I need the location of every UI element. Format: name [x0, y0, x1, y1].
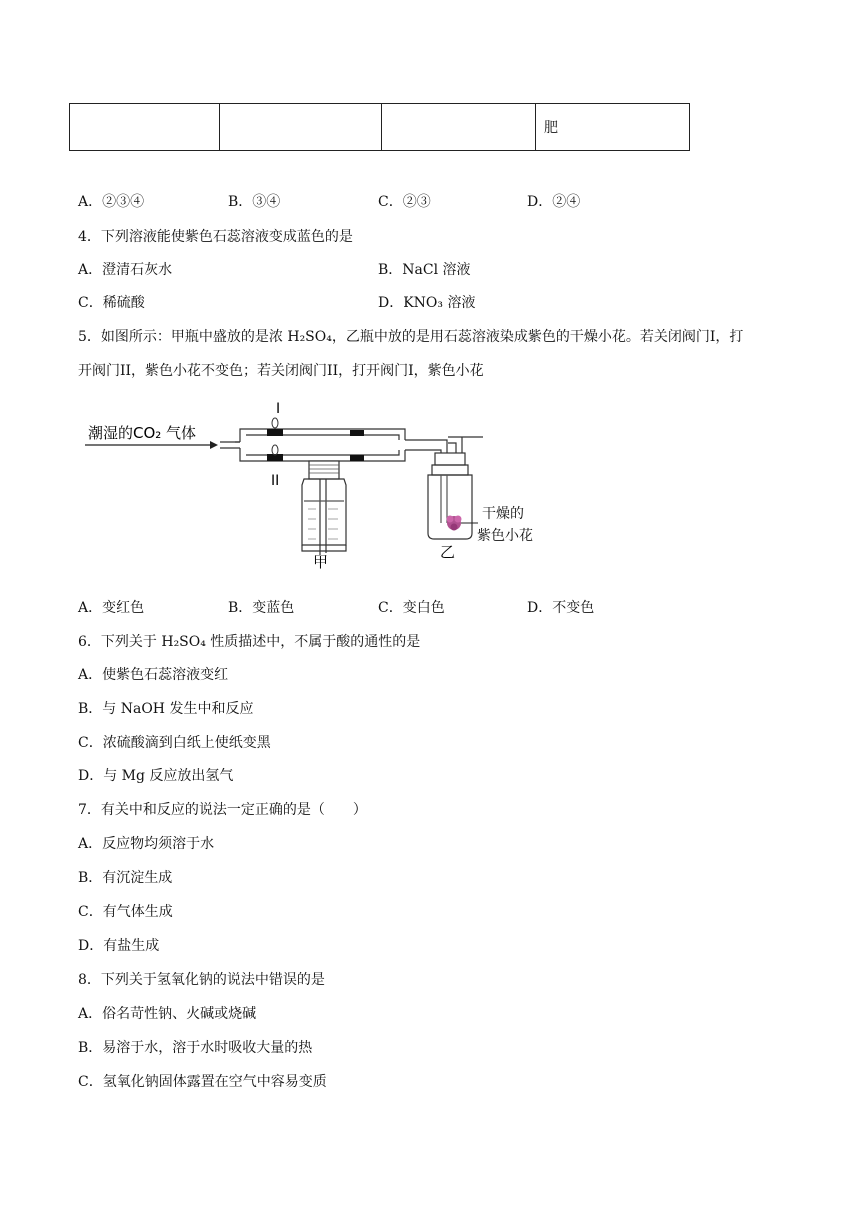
q6-option-b[interactable]: B．与 NaOH 发生中和反应: [78, 701, 254, 717]
q7-option-c[interactable]: C．有气体生成: [78, 904, 173, 920]
q4-option-a[interactable]: A．澄清石灰水: [78, 262, 173, 278]
q4-stem: 4．下列溶液能使紫色石蕊溶液变成蓝色的是: [78, 229, 353, 245]
flower-label-line2: 紫色小花: [477, 528, 533, 544]
purple-flower-icon: [447, 516, 462, 531]
bottle-jia: [302, 461, 346, 551]
table-cell: 肥: [536, 104, 690, 151]
q8-stem: 8．下列关于氢氧化钠的说法中错误的是: [78, 972, 325, 988]
tube-joint: [350, 455, 364, 461]
valve-1-label: I: [276, 401, 281, 417]
glass-tubing: [220, 429, 483, 555]
bottle-jia-label: 甲: [313, 553, 329, 571]
q6-option-c[interactable]: C．浓硫酸滴到白纸上使纸变黑: [78, 735, 271, 751]
q4-option-b[interactable]: B．NaCl 溶液: [378, 262, 471, 278]
q8-option-c[interactable]: C．氢氧化钠固体露置在空气中容易变质: [78, 1074, 327, 1090]
valve-2-icon: [267, 445, 283, 461]
q4-option-d[interactable]: D．KNO₃ 溶液: [378, 295, 476, 311]
table-cell: [382, 104, 536, 151]
q6-stem: 6．下列关于 H₂SO₄ 性质描述中，不属于酸的通性的是: [78, 634, 421, 650]
q6-option-a[interactable]: A．使紫色石蕊溶液变红: [78, 667, 229, 683]
q8-option-a[interactable]: A．俗名苛性钠、火碱或烧碱: [78, 1006, 257, 1022]
table-cell: [70, 104, 220, 151]
q7-option-a[interactable]: A．反应物均须溶于水: [78, 836, 215, 852]
gas-label: 潮湿的CO₂ 气体: [88, 424, 197, 442]
apparatus-figure: [80, 395, 490, 575]
valve-1-icon: [267, 418, 283, 436]
q5-option-d[interactable]: D．不变色: [527, 600, 595, 616]
valve-2-label: II: [271, 473, 280, 489]
q5-option-c[interactable]: C．变白色: [378, 600, 445, 616]
tube-joint: [350, 430, 364, 436]
flower-label-line1: 干燥的: [482, 506, 524, 522]
q5-option-b[interactable]: B．变蓝色: [228, 600, 295, 616]
answer-table: [69, 103, 690, 151]
q7-option-b[interactable]: B．有沉淀生成: [78, 870, 173, 886]
q5-stem-line2: 开阀门II，紫色小花不变色；若关闭阀门II，打开阀门I，紫色小花: [78, 363, 484, 379]
q5-option-a[interactable]: A．变红色: [78, 600, 145, 616]
table-row: [70, 104, 690, 151]
q3-option-a[interactable]: A．②③④: [78, 194, 145, 210]
q3-option-d[interactable]: D．②④: [527, 194, 581, 210]
q5-stem-line1: 5．如图所示：甲瓶中盛放的是浓 H₂SO₄，乙瓶中放的是用石蕊溶液染成紫色的干燥小花。若关闭阀门I，打: [78, 329, 744, 345]
q7-option-d[interactable]: D．有盐生成: [78, 938, 160, 954]
q6-option-d[interactable]: D．与 Mg 反应放出氢气: [78, 768, 234, 784]
bottle-yi-label: 乙: [440, 543, 456, 561]
q3-option-c[interactable]: C．②③: [378, 194, 431, 210]
table-cell: [220, 104, 382, 151]
q8-option-b[interactable]: B．易溶于水，溶于水时吸收大量的热: [78, 1040, 313, 1056]
q3-option-b[interactable]: B．③④: [228, 194, 281, 210]
q7-stem: 7．有关中和反应的说法一定正确的是（ ）: [78, 802, 367, 818]
q4-option-c[interactable]: C．稀硫酸: [78, 295, 145, 311]
